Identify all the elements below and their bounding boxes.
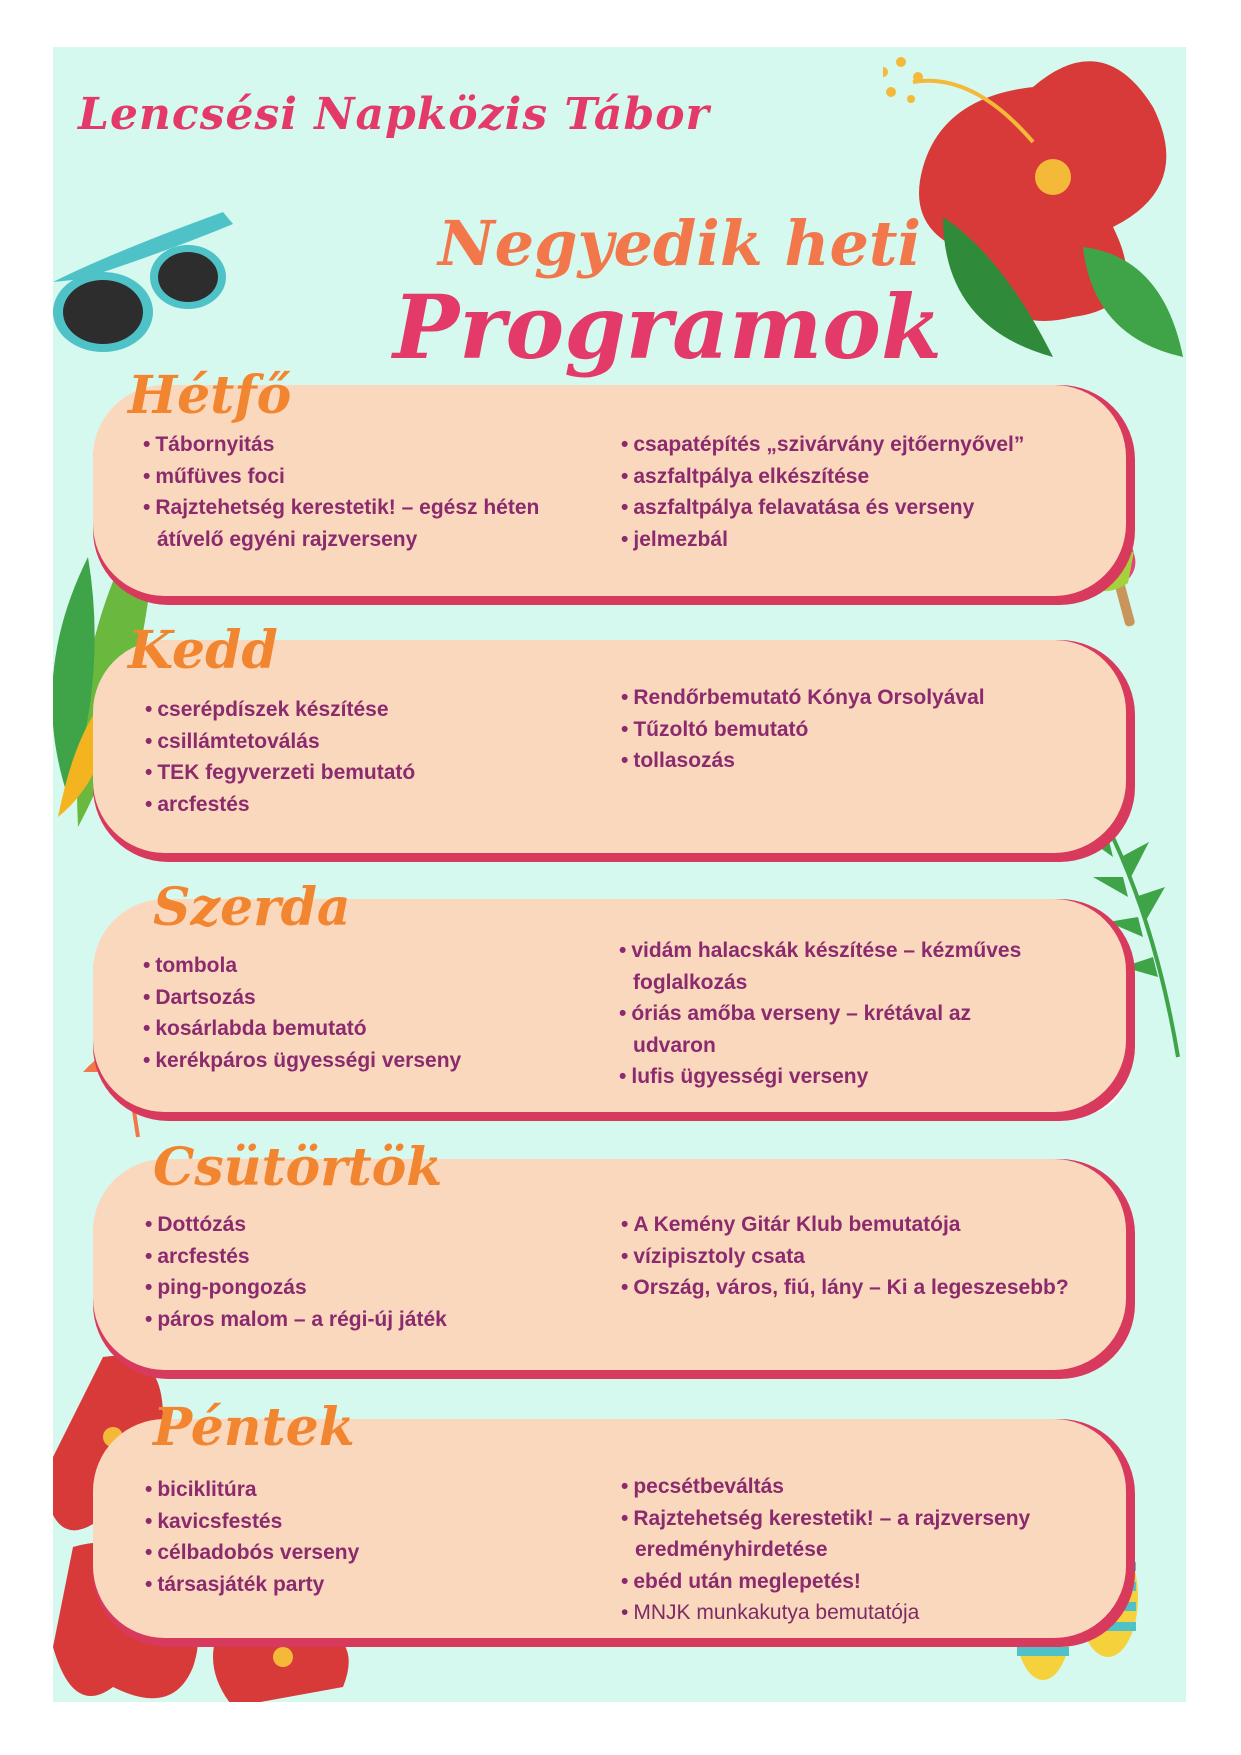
list-item: • arcfestés xyxy=(145,1241,565,1273)
list-item: • TEK fegyverzeti bemutató xyxy=(145,757,565,789)
program-list-left xyxy=(143,950,563,1076)
list-item: • tombola xyxy=(143,950,563,982)
day-title: Szerda xyxy=(153,877,351,938)
list-item: • célbadobós verseny xyxy=(145,1537,565,1569)
program-list-right xyxy=(621,429,1091,555)
list-item: • kosárlabda bemutató xyxy=(143,1013,563,1045)
sunglasses-icon xyxy=(53,202,238,362)
list-item: • lufis ügyességi verseny xyxy=(619,1061,1039,1093)
list-item: • vidám halacskák készítése – kézműves foglalkozás xyxy=(619,935,1039,998)
list-item: • csapatépítés „szivárvány ejtőernyővel” xyxy=(621,429,1091,461)
list-item: • csillámtetoválás xyxy=(145,726,565,758)
list-item: • Rendőrbemutató Kónya Orsolyával xyxy=(621,682,1091,714)
day-title: Csütörtök xyxy=(153,1137,443,1198)
list-item: • biciklitúra xyxy=(145,1474,565,1506)
list-item: • Rajztehetség kerestetik! – a rajzverseny eredményhirdetése xyxy=(621,1503,1041,1566)
list-item: • társasjáték party xyxy=(145,1569,565,1601)
list-item: • Dottózás xyxy=(145,1209,565,1241)
program-list-left xyxy=(145,694,565,820)
list-item: • óriás amőba verseny – krétával az udvaron xyxy=(619,998,1039,1061)
list-item: • pecsétbeváltás xyxy=(621,1471,1041,1503)
page-title: Programok xyxy=(393,275,942,379)
list-item: • ebéd után meglepetés! xyxy=(621,1566,1041,1598)
list-item: • arcfestés xyxy=(145,789,565,821)
list-item: • Ország, város, fiú, lány – Ki a legeszesebb? xyxy=(621,1272,1101,1304)
list-item: • kavicsfestés xyxy=(145,1506,565,1538)
title-line-1: Negyedik heti xyxy=(438,207,922,280)
list-item: • Tűzoltó bemutató xyxy=(621,714,1091,746)
list-item: • A Kemény Gitár Klub bemutatója xyxy=(621,1209,1101,1241)
program-list-right xyxy=(619,935,1039,1093)
list-item: • cserépdíszek készítése xyxy=(145,694,565,726)
list-item: • Tábornyitás xyxy=(143,429,548,461)
list-item: • ping-pongozás xyxy=(145,1272,565,1304)
program-list-right xyxy=(621,1471,1041,1629)
program-list-right xyxy=(621,682,1091,777)
list-item: • aszfaltpálya felavatása és verseny xyxy=(621,492,1091,524)
list-item: • aszfaltpálya elkészítése xyxy=(621,461,1091,493)
list-item: • MNJK munkakutya bemutatója xyxy=(621,1597,1041,1629)
list-item: • Rajztehetség kerestetik! – egész héten átívelő egyéni rajzverseny xyxy=(143,492,548,555)
day-title: Kedd xyxy=(128,620,278,681)
program-list-left xyxy=(143,429,548,555)
list-item: • páros malom – a régi-új játék xyxy=(145,1304,565,1336)
list-item: • tollasozás xyxy=(621,745,1091,777)
list-item: • műfüves foci xyxy=(143,461,548,493)
program-list-left xyxy=(145,1474,565,1600)
day-title: Péntek xyxy=(153,1397,355,1458)
list-item: • Dartsozás xyxy=(143,982,563,1014)
poster xyxy=(53,47,1186,1702)
day-title: Hétfő xyxy=(128,365,292,426)
program-list-left xyxy=(145,1209,565,1335)
list-item: • vízipisztoly csata xyxy=(621,1241,1101,1273)
list-item: • kerékpáros ügyességi verseny xyxy=(143,1045,563,1077)
program-list-right xyxy=(621,1209,1101,1304)
list-item: • jelmezbál xyxy=(621,524,1091,556)
organizer-name: Lencsési Napközis Tábor xyxy=(78,89,710,140)
